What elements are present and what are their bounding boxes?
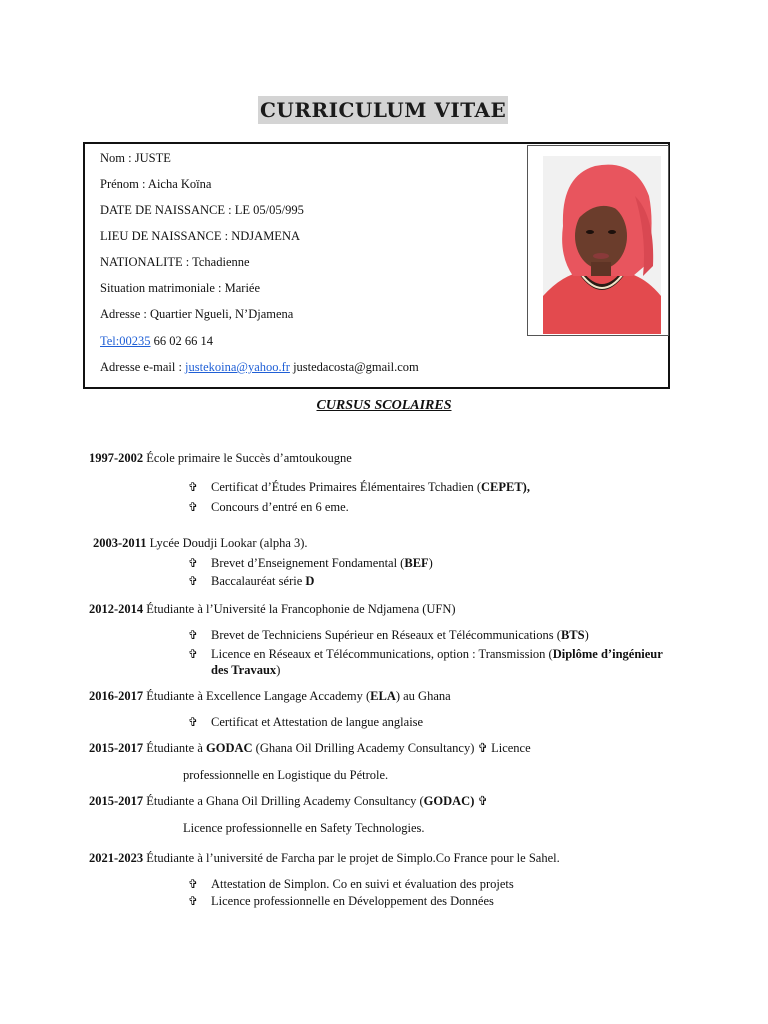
entry-text: Étudiante à: [143, 741, 206, 755]
bullet-anglais: Certificat et Attestation de langue anglaise: [211, 715, 424, 729]
bullet-cepet: [211, 479, 530, 495]
entry-continuation: professionnelle en Logistique du Pétrole.: [183, 768, 389, 782]
portrait-image: [543, 156, 661, 334]
bullet-text: Brevet d’Enseignement Fondamental (: [211, 556, 405, 570]
date-naissance-line: DATE DE NAISSANCE : LE 05/05/995: [100, 203, 304, 217]
page-title: CURRICULUM VITAE: [260, 98, 507, 122]
entry-bold: ELA: [370, 689, 396, 703]
bullet-text: Brevet de Techniciens Supérieur en Réseaux et Télécommunications (: [211, 628, 561, 642]
email-secondary: justedacosta@gmail.com: [289, 360, 419, 374]
entry-bold: GODAC): [423, 794, 475, 808]
cross-bullet-icon: ✞: [188, 647, 199, 661]
bullet-after: ): [276, 663, 281, 677]
entry-bold: GODAC: [206, 741, 253, 755]
bullet-bold: D: [305, 574, 315, 588]
cursus-entry-2016: [89, 688, 451, 704]
bullet-licence-reseaux: [211, 646, 663, 662]
bullet-bef: [211, 555, 433, 571]
bullet-licence-reseaux-cont: [211, 662, 280, 678]
entry-after: ✞: [474, 794, 488, 808]
situation-line: Situation matrimoniale : Mariée: [100, 281, 261, 295]
entry-text: Lycée Doudji Lookar (alpha 3).: [146, 536, 308, 550]
bullet-bold: CEPET),: [480, 480, 530, 494]
tel-link[interactable]: Tel:00235: [100, 334, 151, 348]
bullet-concours: Concours d’entré en 6 eme.: [211, 500, 349, 514]
bullet-bac: [211, 573, 314, 589]
bullet-text: Certificat d’Études Primaires Élémentaires Tchadien (: [211, 480, 481, 494]
bullet-after: ): [428, 556, 433, 570]
tel-line: [100, 333, 213, 349]
entry-years: 2021-2023: [89, 851, 144, 865]
bullet-text: Baccalauréat série: [211, 574, 306, 588]
tel-number: 66 02 66 14: [150, 334, 214, 348]
cross-bullet-icon: ✞: [188, 500, 199, 514]
entry-years: 1997-2002: [89, 451, 144, 465]
cross-bullet-icon: ✞: [188, 715, 199, 729]
cursus-entry-2015-safety: [89, 793, 488, 809]
entry-after: ) au Ghana: [395, 689, 451, 703]
nationalite-line: NATIONALITE : Tchadienne: [100, 255, 250, 269]
bullet-bold: BEF: [404, 556, 429, 570]
entry-years: 2015-2017: [89, 741, 144, 755]
email-label: Adresse e-mail :: [100, 360, 186, 374]
bullet-bold: des Travaux: [211, 663, 277, 677]
entry-continuation: Licence professionnelle en Safety Technologies.: [183, 821, 425, 835]
cross-bullet-icon: ✞: [188, 574, 199, 588]
bullet-simplon: Attestation de Simplon. Co en suivi et évaluation des projets: [211, 877, 514, 891]
entry-text: École primaire le Succès d’amtoukougne: [143, 451, 352, 465]
cursus-entry-2012: [89, 601, 456, 617]
email-link[interactable]: justekoina@yahoo.fr: [185, 360, 290, 374]
cursus-entry-1997: [89, 450, 352, 466]
email-line: [100, 359, 419, 375]
cursus-entry-2015-logistique: [89, 740, 531, 756]
entry-years: 2012-2014: [89, 602, 144, 616]
nom-line: Nom : JUSTE: [100, 151, 171, 165]
entry-text: Étudiante a Ghana Oil Drilling Academy Consultancy (: [143, 794, 424, 808]
bullet-bts: [211, 627, 589, 643]
prenom-line: Prénom : Aicha Koïna: [100, 177, 212, 191]
lieu-naissance-line: LIEU DE NAISSANCE : NDJAMENA: [100, 229, 300, 243]
cross-bullet-icon: ✞: [188, 628, 199, 642]
bullet-bold: Diplôme d’ingénieur: [552, 647, 663, 661]
adresse-line: Adresse : Quartier Ngueli, N’Djamena: [100, 307, 294, 321]
cross-bullet-icon: ✞: [188, 877, 199, 891]
entry-years: 2003-2011: [93, 536, 147, 550]
entry-years: 2015-2017: [89, 794, 144, 808]
cross-bullet-icon: ✞: [188, 556, 199, 570]
cursus-heading: CURSUS SCOLAIRES: [316, 398, 452, 413]
cursus-entry-2021: [89, 850, 560, 866]
bullet-text: Licence en Réseaux et Télécommunications, option : Transmission (: [211, 647, 553, 661]
profile-photo: [527, 145, 669, 336]
cursus-entry-2003: [93, 535, 308, 551]
entry-text: Étudiante à l’université de Farcha par le projet de Simplo.Co France pour le Sahel.: [143, 851, 560, 865]
cross-bullet-icon: ✞: [188, 480, 199, 494]
entry-text: Étudiante à l’Université la Francophonie de Ndjamena (UFN): [143, 602, 456, 616]
entry-years: 2016-2017: [89, 689, 144, 703]
bullet-bold: BTS: [560, 628, 585, 642]
entry-after: (Ghana Oil Drilling Academy Consultancy) ✞ Licence: [252, 741, 531, 755]
bullet-donnees: Licence professionnelle en Développement des Données: [211, 894, 494, 908]
personal-info-box: [83, 142, 670, 389]
bullet-after: ): [584, 628, 589, 642]
entry-text: Étudiante à Excellence Langage Accademy (: [143, 689, 371, 703]
cross-bullet-icon: ✞: [188, 894, 199, 908]
